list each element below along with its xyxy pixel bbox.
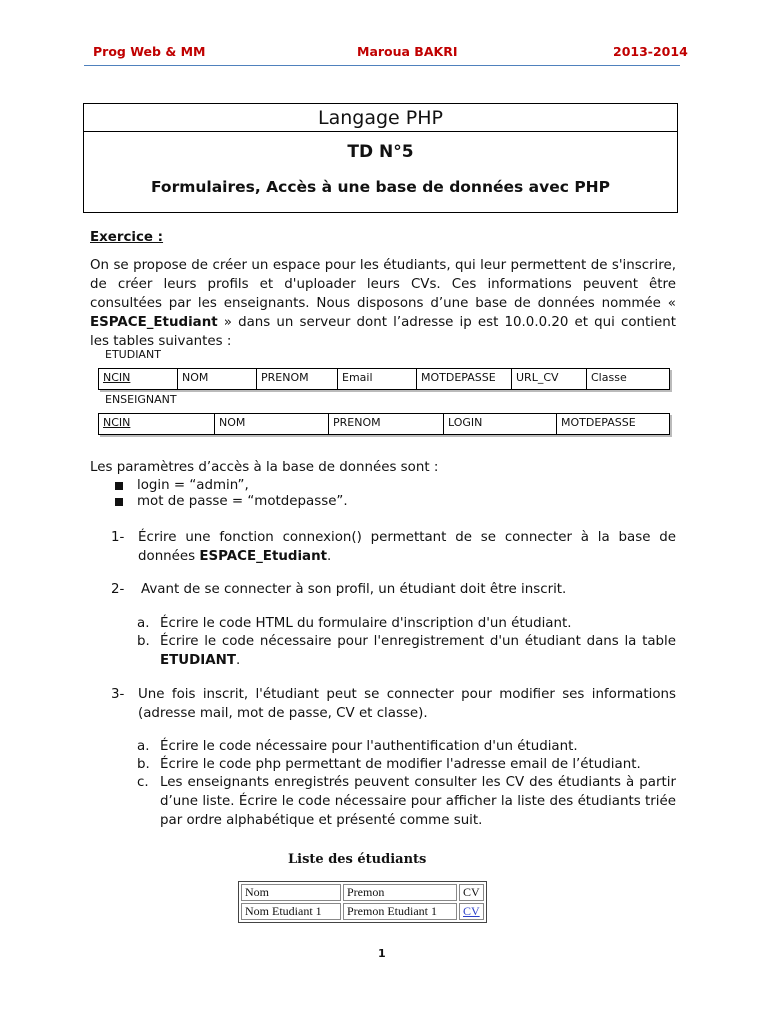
title-box xyxy=(83,103,678,213)
exercise-heading-text: Exercice : xyxy=(90,230,164,245)
enseignant-col: LOGIN xyxy=(444,414,557,434)
etudiant-col: Classe xyxy=(591,371,627,384)
intro-text-1: On se propose de créer un espace pour les étudiants, qui leur permettent de s'inscrire, de créer leurs profils et d'uploader leurs CVs. Ces informations peuvent être consultées par les enseignants. Nous disposons d’une base de données nommée « xyxy=(90,258,676,311)
cv-link-text[interactable]: CV xyxy=(463,904,480,918)
header-rule xyxy=(84,65,680,66)
q3-c-letter: c. xyxy=(137,775,149,790)
table-header-cell: Premon xyxy=(343,884,457,901)
etudiant-col: MOTDEPASSE xyxy=(417,369,512,389)
question-3-text: Une fois inscrit, l'étudiant peut se connecter pour modifier ses informations (adresse mail, mot de passe, CV et classe). xyxy=(138,687,676,721)
q2-b-end: . xyxy=(235,653,241,668)
enseignant-col: NOM xyxy=(215,414,329,434)
enseignant-table xyxy=(98,413,670,435)
q3-a-text: Écrire le code nécessaire pour l'authentification d'un étudiant. xyxy=(160,739,578,754)
access-intro: Les paramètres d’accès à la base de données sont : xyxy=(90,460,439,475)
enseignant-col: MOTDEPASSE xyxy=(561,416,636,429)
square-bullet-icon xyxy=(115,482,123,490)
etudiant-table xyxy=(98,368,670,390)
q3-b-letter: b. xyxy=(137,757,150,772)
document-title: Langage PHP xyxy=(84,104,677,132)
q3-a-letter: a. xyxy=(137,739,150,754)
etudiant-col: PRENOM xyxy=(257,369,338,389)
q2-a-text: Écrire le code HTML du formulaire d'inscription d'un étudiant. xyxy=(160,616,572,631)
q1-bold: ESPACE_Etudiant xyxy=(199,549,328,564)
access-login: login = “admin”, xyxy=(137,478,249,493)
table-header-cell: CV xyxy=(459,884,484,901)
intro-db-name: ESPACE_Etudiant xyxy=(90,315,218,330)
header-course: Prog Web & MM xyxy=(93,44,206,59)
table-label-enseignant: ENSEIGNANT xyxy=(105,393,177,406)
intro-text-2: » dans un serveur dont l’adresse ip est 10.0.0.20 et qui contient les tables suivantes : xyxy=(90,315,676,349)
page-number: 1 xyxy=(378,947,386,960)
enseignant-col: PRENOM xyxy=(329,414,444,434)
cv-link[interactable] xyxy=(459,903,484,920)
table-row xyxy=(241,884,484,901)
q3-c-text: Les enseignants enregistrés peuvent consulter les CV des étudiants à partir d’une liste. Écrire le code nécessaire pour afficher la liste des étudiants triée par ordre alphabétique et présenté comme suit. xyxy=(160,775,676,828)
enseignant-col: NCIN xyxy=(99,414,215,434)
td-number: TD N°5 xyxy=(347,142,414,162)
student-list-table xyxy=(238,881,487,923)
etudiant-col: Email xyxy=(338,369,417,389)
question-1-text xyxy=(138,528,676,566)
header-author: Maroua BAKRI xyxy=(357,44,458,59)
q3-b-text: Écrire le code php permettant de modifier l'adresse email de l’étudiant. xyxy=(160,757,641,772)
question-2-number: 2- xyxy=(111,582,125,597)
question-1-number: 1- xyxy=(111,530,125,545)
question-2-text: Avant de se connecter à son profil, un étudiant doit être inscrit. xyxy=(141,582,567,597)
table-header-cell: Nom xyxy=(241,884,341,901)
q2-b-text xyxy=(160,632,676,670)
question-3-number: 3- xyxy=(111,687,125,702)
etudiant-col: URL_CV xyxy=(512,369,587,389)
q2-b-letter: b. xyxy=(137,634,150,649)
table-label-etudiant: ETUDIANT xyxy=(105,348,161,361)
q2-b-bold: ETUDIANT xyxy=(160,653,236,668)
etudiant-col: NCIN xyxy=(99,369,178,389)
square-bullet-icon xyxy=(115,498,123,506)
header-year: 2013-2014 xyxy=(613,44,688,59)
q2-a-letter: a. xyxy=(137,616,150,631)
q2-b-main: Écrire le code nécessaire pour l'enregistrement d'un étudiant dans la table xyxy=(160,634,676,649)
student-list-title: Liste des étudiants xyxy=(288,852,427,867)
table-row xyxy=(241,903,484,920)
table-cell: Nom Etudiant 1 xyxy=(241,903,341,920)
q1-text: Écrire une fonction connexion() permettant de se connecter à la base de données xyxy=(138,530,676,564)
etudiant-col: NOM xyxy=(178,369,257,389)
td-topic: Formulaires, Accès à une base de données avec PHP xyxy=(150,178,611,196)
q1-end: . xyxy=(327,549,332,564)
access-password: mot de passe = “motdepasse”. xyxy=(137,494,348,509)
exercise-intro xyxy=(90,256,676,351)
table-cell: Premon Etudiant 1 xyxy=(343,903,457,920)
exercise-heading xyxy=(90,228,676,247)
